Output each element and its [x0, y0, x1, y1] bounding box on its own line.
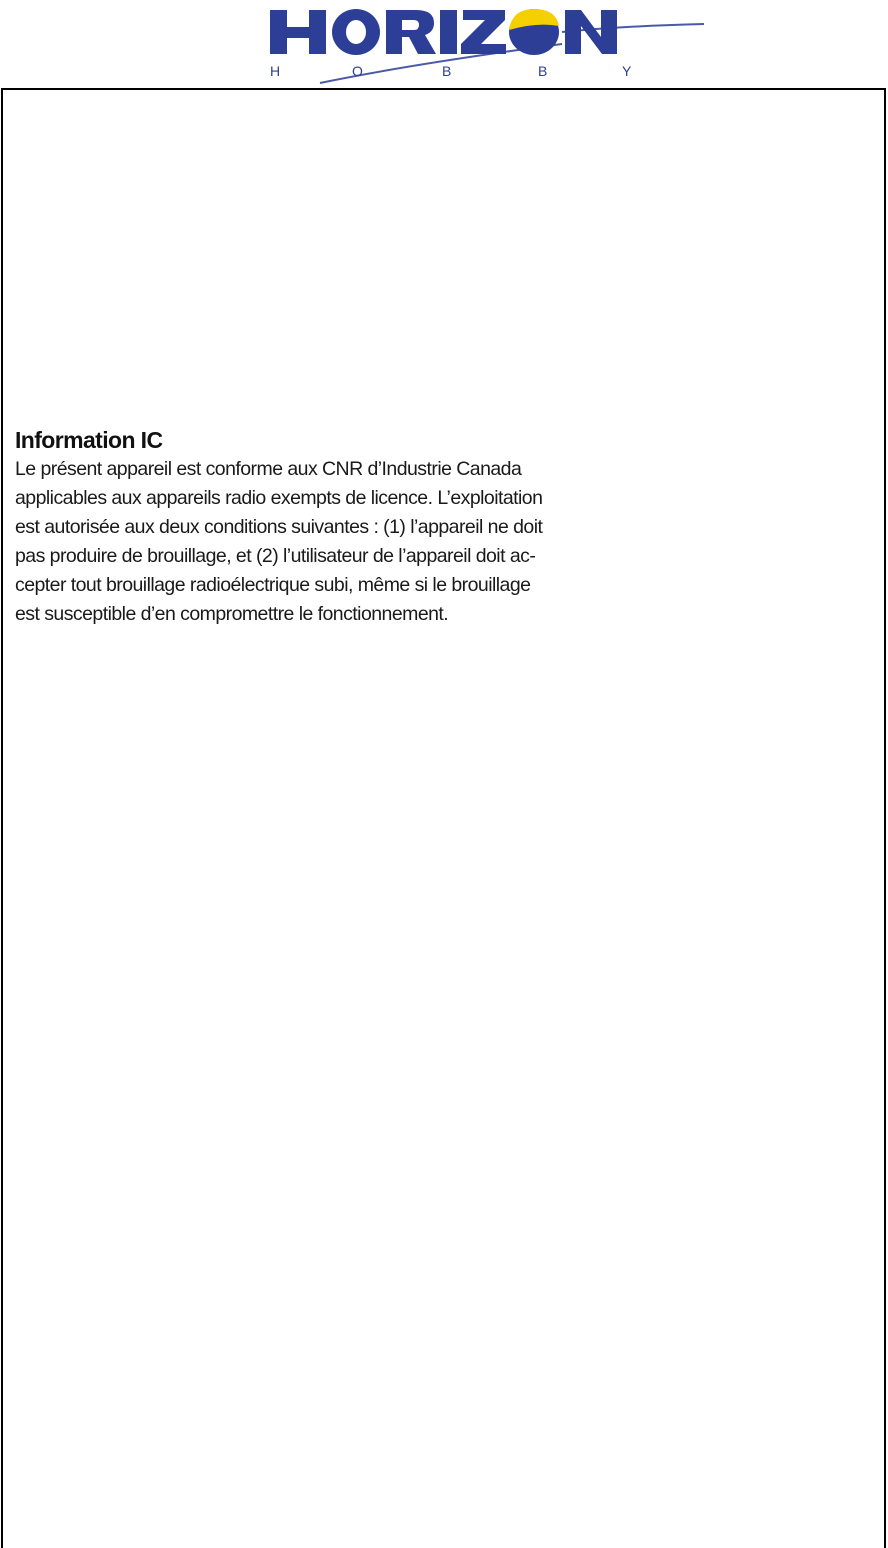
body-line: est susceptible d’en compromettre le fonctionnement. — [15, 603, 449, 625]
logo-letter-o: O — [352, 63, 363, 79]
page-frame — [1, 88, 886, 1548]
logo-letter-y: Y — [622, 63, 632, 79]
body-line: cepter tout brouillage radioélectrique subi, même si le brouillage — [15, 574, 531, 596]
section-title: Information IC — [15, 427, 163, 453]
logo-letter-b2: B — [538, 63, 548, 79]
body-line: applicables aux appareils radio exempts de licence. L’exploitation — [15, 487, 543, 509]
body-line: pas produire de brouillage, et (2) l’utilisateur de l’appareil doit ac- — [15, 545, 536, 567]
ic-information-section — [15, 425, 615, 629]
horizon-hobby-logo — [262, 4, 710, 86]
logo-letter-b1: B — [442, 63, 452, 79]
logo-letter-h: H — [270, 63, 281, 79]
section-body — [15, 455, 615, 629]
body-line: est autorisée aux deux conditions suivantes : (1) l’appareil ne doit — [15, 516, 543, 538]
logo-graphic — [262, 4, 710, 86]
body-line: Le présent appareil est conforme aux CNR d’Industrie Canada — [15, 458, 522, 480]
